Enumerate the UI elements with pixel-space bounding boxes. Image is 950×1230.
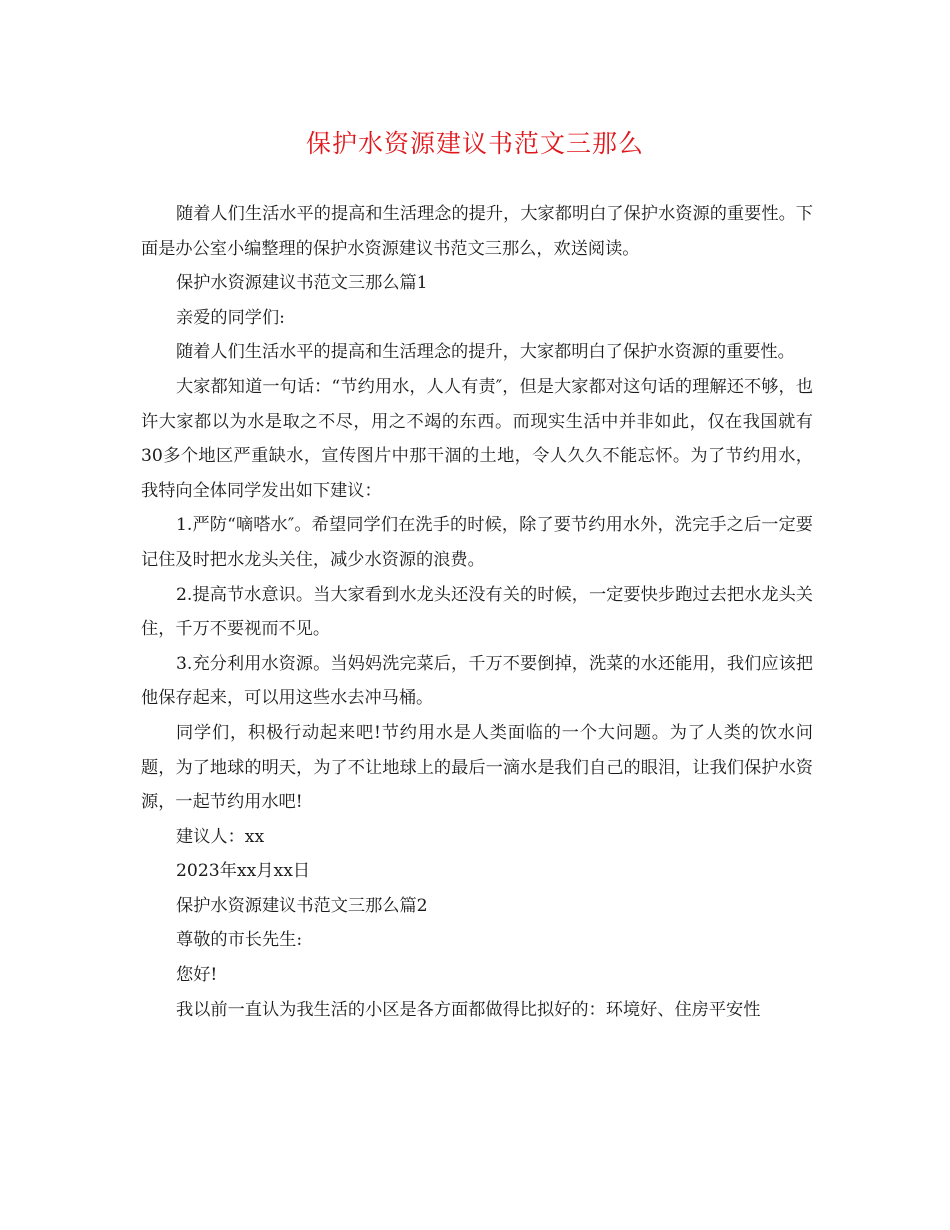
signatory: 建议人：xx xyxy=(176,826,265,847)
date: 2023年xx月xx日 xyxy=(176,861,311,882)
suggestion-3: 3.充分利用水资源。当妈妈洗完菜后，千万不要倒掉，洗菜的水还能用，我们应该把他保存起来，可以用这些水去冲马桶。 xyxy=(141,653,813,709)
salutation-1: 亲爱的同学们: xyxy=(176,307,285,328)
section-heading-2: 保护水资源建议书范文三那么篇2 xyxy=(176,895,428,916)
section-heading-1: 保护水资源建议书范文三那么篇1 xyxy=(176,273,428,294)
document-body xyxy=(141,197,813,1027)
paragraph-3: 我以前一直认为我生活的小区是各方面都做得比拟好的：环境好、住房平安性 xyxy=(176,999,761,1020)
paragraph-1: 随着人们生活水平的提高和生活理念的提升，大家都明白了保护水资源的重要性。 xyxy=(176,342,795,363)
intro-paragraph: 随着人们生活水平的提高和生活理念的提升，大家都明白了保护水资源的重要性。下面是办公室小编整理的保护水资源建议书范文三那么，欢送阅读。 xyxy=(141,204,813,259)
suggestion-2: 2.提高节水意识。当大家看到水龙头还没有关的时候，一定要快步跑过去把水龙头关住，千万不要视而不见。 xyxy=(141,584,813,640)
salutation-2: 尊敬的市长先生: xyxy=(176,930,303,951)
closing-paragraph: 同学们，积极行动起来吧!节约用水是人类面临的一个大问题。为了人类的饮水问题，为了地球的明天，为了不让地球上的最后一滴水是我们自己的眼泪，让我们保护水资源，一起节约用水吧! xyxy=(141,722,813,813)
document-title: 保护水资源建议书范文三那么 xyxy=(305,129,644,158)
greeting: 您好! xyxy=(176,965,218,986)
suggestion-1: 1.严防“嘀嗒水″。希望同学们在洗手的时候，除了要节约用水外，洗完手之后一定要记住及时把水龙头关住，减少水资源的浪费。 xyxy=(141,515,813,570)
paragraph-2: 大家都知道一句话：“节约用水，人人有责″，但是大家都对这句话的理解还不够，也许大家都以为水是取之不尽，用之不竭的东西。而现实生活中并非如此，仅在我国就有30多个地区严重缺水，宣传图片中那干涸的土地，令人久久不能忘怀。为了节约用水，我特向全体同学发出如下建议： xyxy=(141,376,813,501)
